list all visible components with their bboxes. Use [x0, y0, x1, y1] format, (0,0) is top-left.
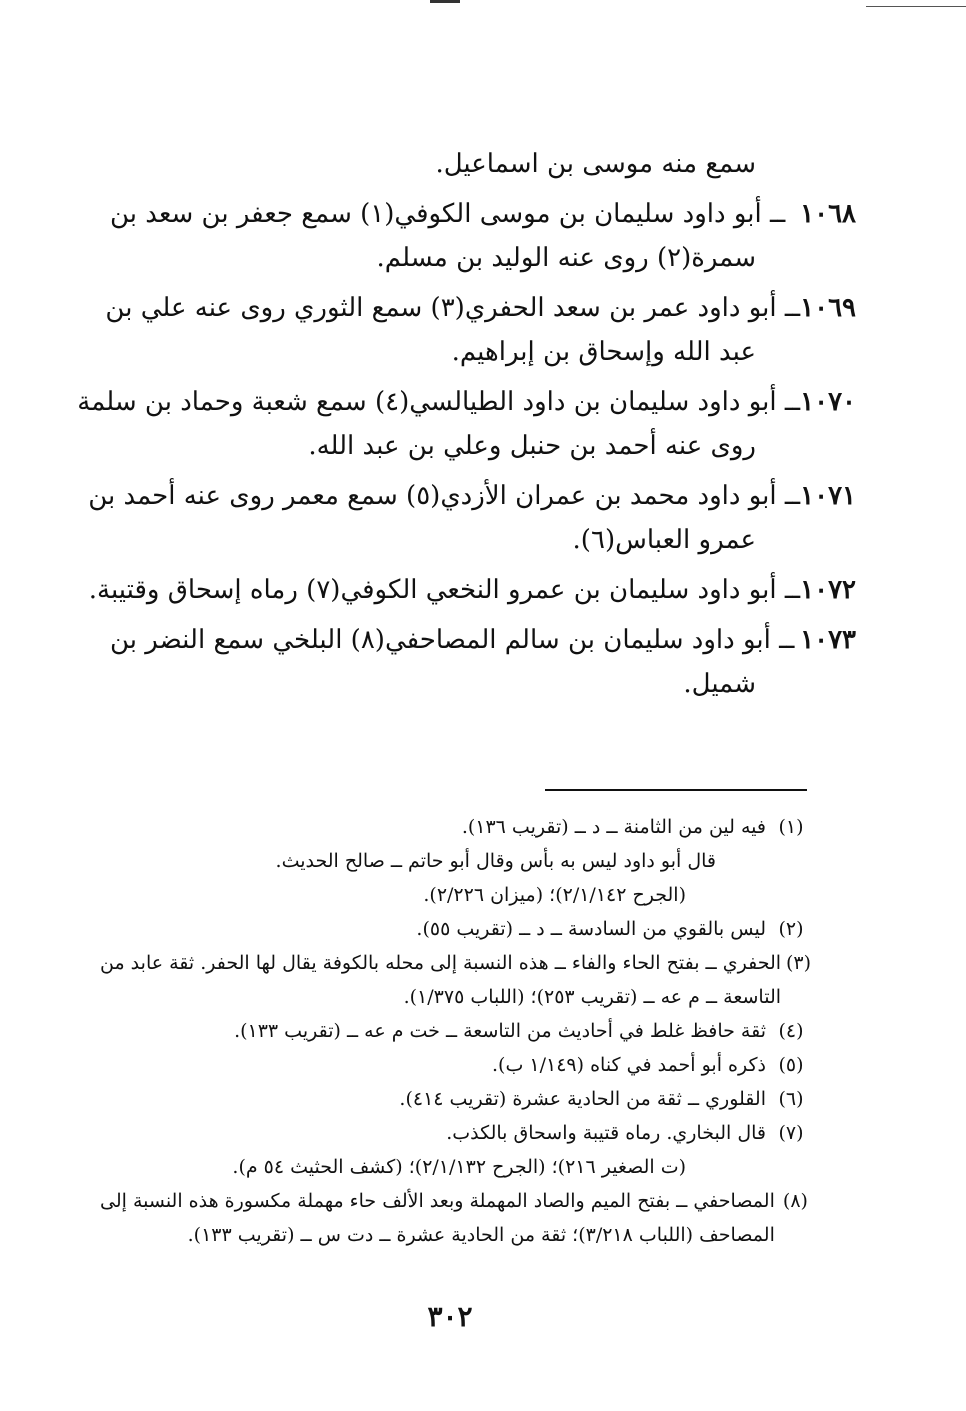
footnote-4: [100, 1014, 816, 1048]
entry-text: ــ أبو داود عمر بن سعد الحفري(٣) سمع الثوري روى عنه علي بن: [105, 293, 801, 323]
scan-rule: [866, 6, 966, 7]
entry-1069: [105, 286, 856, 374]
footnote-6: [100, 1082, 816, 1116]
footnote-text: المصاحفي ــ بفتح الميم والصاد المهملة وبعد الألف حاء مهملة مكسورة هذه النسبة إلى: [100, 1190, 775, 1212]
footnote-number: (٣): [785, 952, 812, 974]
footnotes: [100, 810, 816, 1252]
entry-text: ــ أبو داود محمد بن عمران الأزدي(٥) سمع معمر روى عنه أحمد بن: [88, 481, 801, 511]
footnote-text: فيه لين من الثامنة ــ د ــ (تقريب ١٣٦).: [461, 816, 766, 838]
footnote-number: (١): [778, 816, 804, 838]
entry-1072: [88, 568, 856, 612]
footnote-text: قال البخاري. رماه قتيبة واسحاق بالكذب.: [446, 1122, 766, 1144]
footnote-text: التاسعة ــ م عه ــ (تقريب ٢٥٣)؛ (اللباب ١/٣٧٥).: [403, 986, 782, 1008]
entry-text: ــ أبو داود سليمان بن عمرو النخعي الكوفي(٧) رماه إسحاق وقتيبة.: [88, 575, 801, 605]
footnote-number: (٢): [778, 918, 804, 940]
footnote-separator: [545, 789, 807, 791]
entry-1073: [110, 618, 856, 706]
entry-text: سمرة(٢) روى عنه الوليد بن مسلم.: [376, 243, 756, 273]
footnote-2: [100, 912, 816, 946]
footnote-text: ثقة حافظ غلط في أحاديث من التاسعة ــ خت م عه ــ (تقريب ١٣٣).: [234, 1020, 766, 1042]
entry-text: شميل.: [683, 669, 756, 699]
footnote-7: [100, 1116, 816, 1150]
entry-1068: [110, 192, 856, 280]
footnote-3: [100, 946, 816, 1014]
entry-number: ١٠٦٩: [800, 293, 856, 323]
footnote-text: (ت الصغير ٢١٦)؛ (الجرح ٢/١/١٣٢)؛ (كشف الحثيث ٥٤ م).: [232, 1156, 686, 1178]
footnote-text: ذكره أبو أحمد في كناه (١/١٤٩ ب).: [492, 1054, 766, 1076]
entry-text: عبد الله وإسحاق بن إبراهيم.: [451, 337, 756, 367]
footnote-text: المصاحف (اللباب ٣/٢١٨)؛ ثقة من الحادية عشرة ــ دت س ــ (تقريب ١٣٣).: [187, 1224, 775, 1246]
footnote-number: (٧): [778, 1122, 804, 1144]
intro-line: سمع منه موسى بن اسماعيل.: [435, 149, 756, 179]
scan-mark: [430, 0, 460, 3]
entry-number: ١٠٦٨: [800, 199, 856, 229]
footnote-5: [100, 1048, 816, 1082]
footnote-number: (٤): [778, 1020, 804, 1042]
footnote-1: [100, 810, 816, 844]
main-text: [77, 142, 856, 706]
entry-number: ١٠٧٣: [800, 625, 856, 655]
page-number: ٣٠٢: [427, 1300, 473, 1333]
footnote-text: ليس بالقوي من السادسة ــ د ــ (تقريب ٥٥).: [416, 918, 766, 940]
footnote-number: (٦): [778, 1088, 804, 1110]
footnote-text: الحفري ــ بفتح الحاء والفاء ــ هذه النسبة إلى محله بالكوفة يقال لها الحفر. ثقة عابد من: [100, 952, 782, 974]
footnote-text: (الجرح ٢/١/١٤٢)؛ (ميزان ٢/٢٢٦).: [423, 884, 686, 906]
footnote-text: القلوري ــ ثقة من الحادية عشرة (تقريب ٤١٤).: [399, 1088, 766, 1110]
entry-text: ــ أبو داود سليمان بن داود الطيالسي(٤) سمع شعبة وحماد بن سلمة: [77, 387, 801, 417]
entry-1070: [77, 380, 856, 468]
footnote-text: قال أبو داود ليس به بأس وقال أبو حاتم ــ صالح الحديث.: [275, 850, 716, 872]
footnote-number: (٨): [782, 1190, 808, 1212]
entry-number: ١٠٧٠: [800, 387, 856, 417]
entry-1071: [88, 474, 856, 562]
footnote-8: [100, 1184, 816, 1252]
entry-text: ــ أبو داود سليمان بن سالم المصاحفي(٨) البلخي سمع النضر بن: [110, 625, 795, 655]
entry-text: ــ أبو داود سليمان بن موسى الكوفي(١) سمع جعفر بن سعد بن: [110, 199, 786, 229]
entry-number: ١٠٧١: [800, 481, 856, 511]
entry-text: روى عنه أحمد بن حنبل وعلي بن عبد الله.: [308, 431, 756, 461]
footnote-number: (٥): [778, 1054, 804, 1076]
entry-text: عمرو العباس(٦).: [572, 525, 756, 555]
entry-number: ١٠٧٢: [800, 575, 856, 605]
